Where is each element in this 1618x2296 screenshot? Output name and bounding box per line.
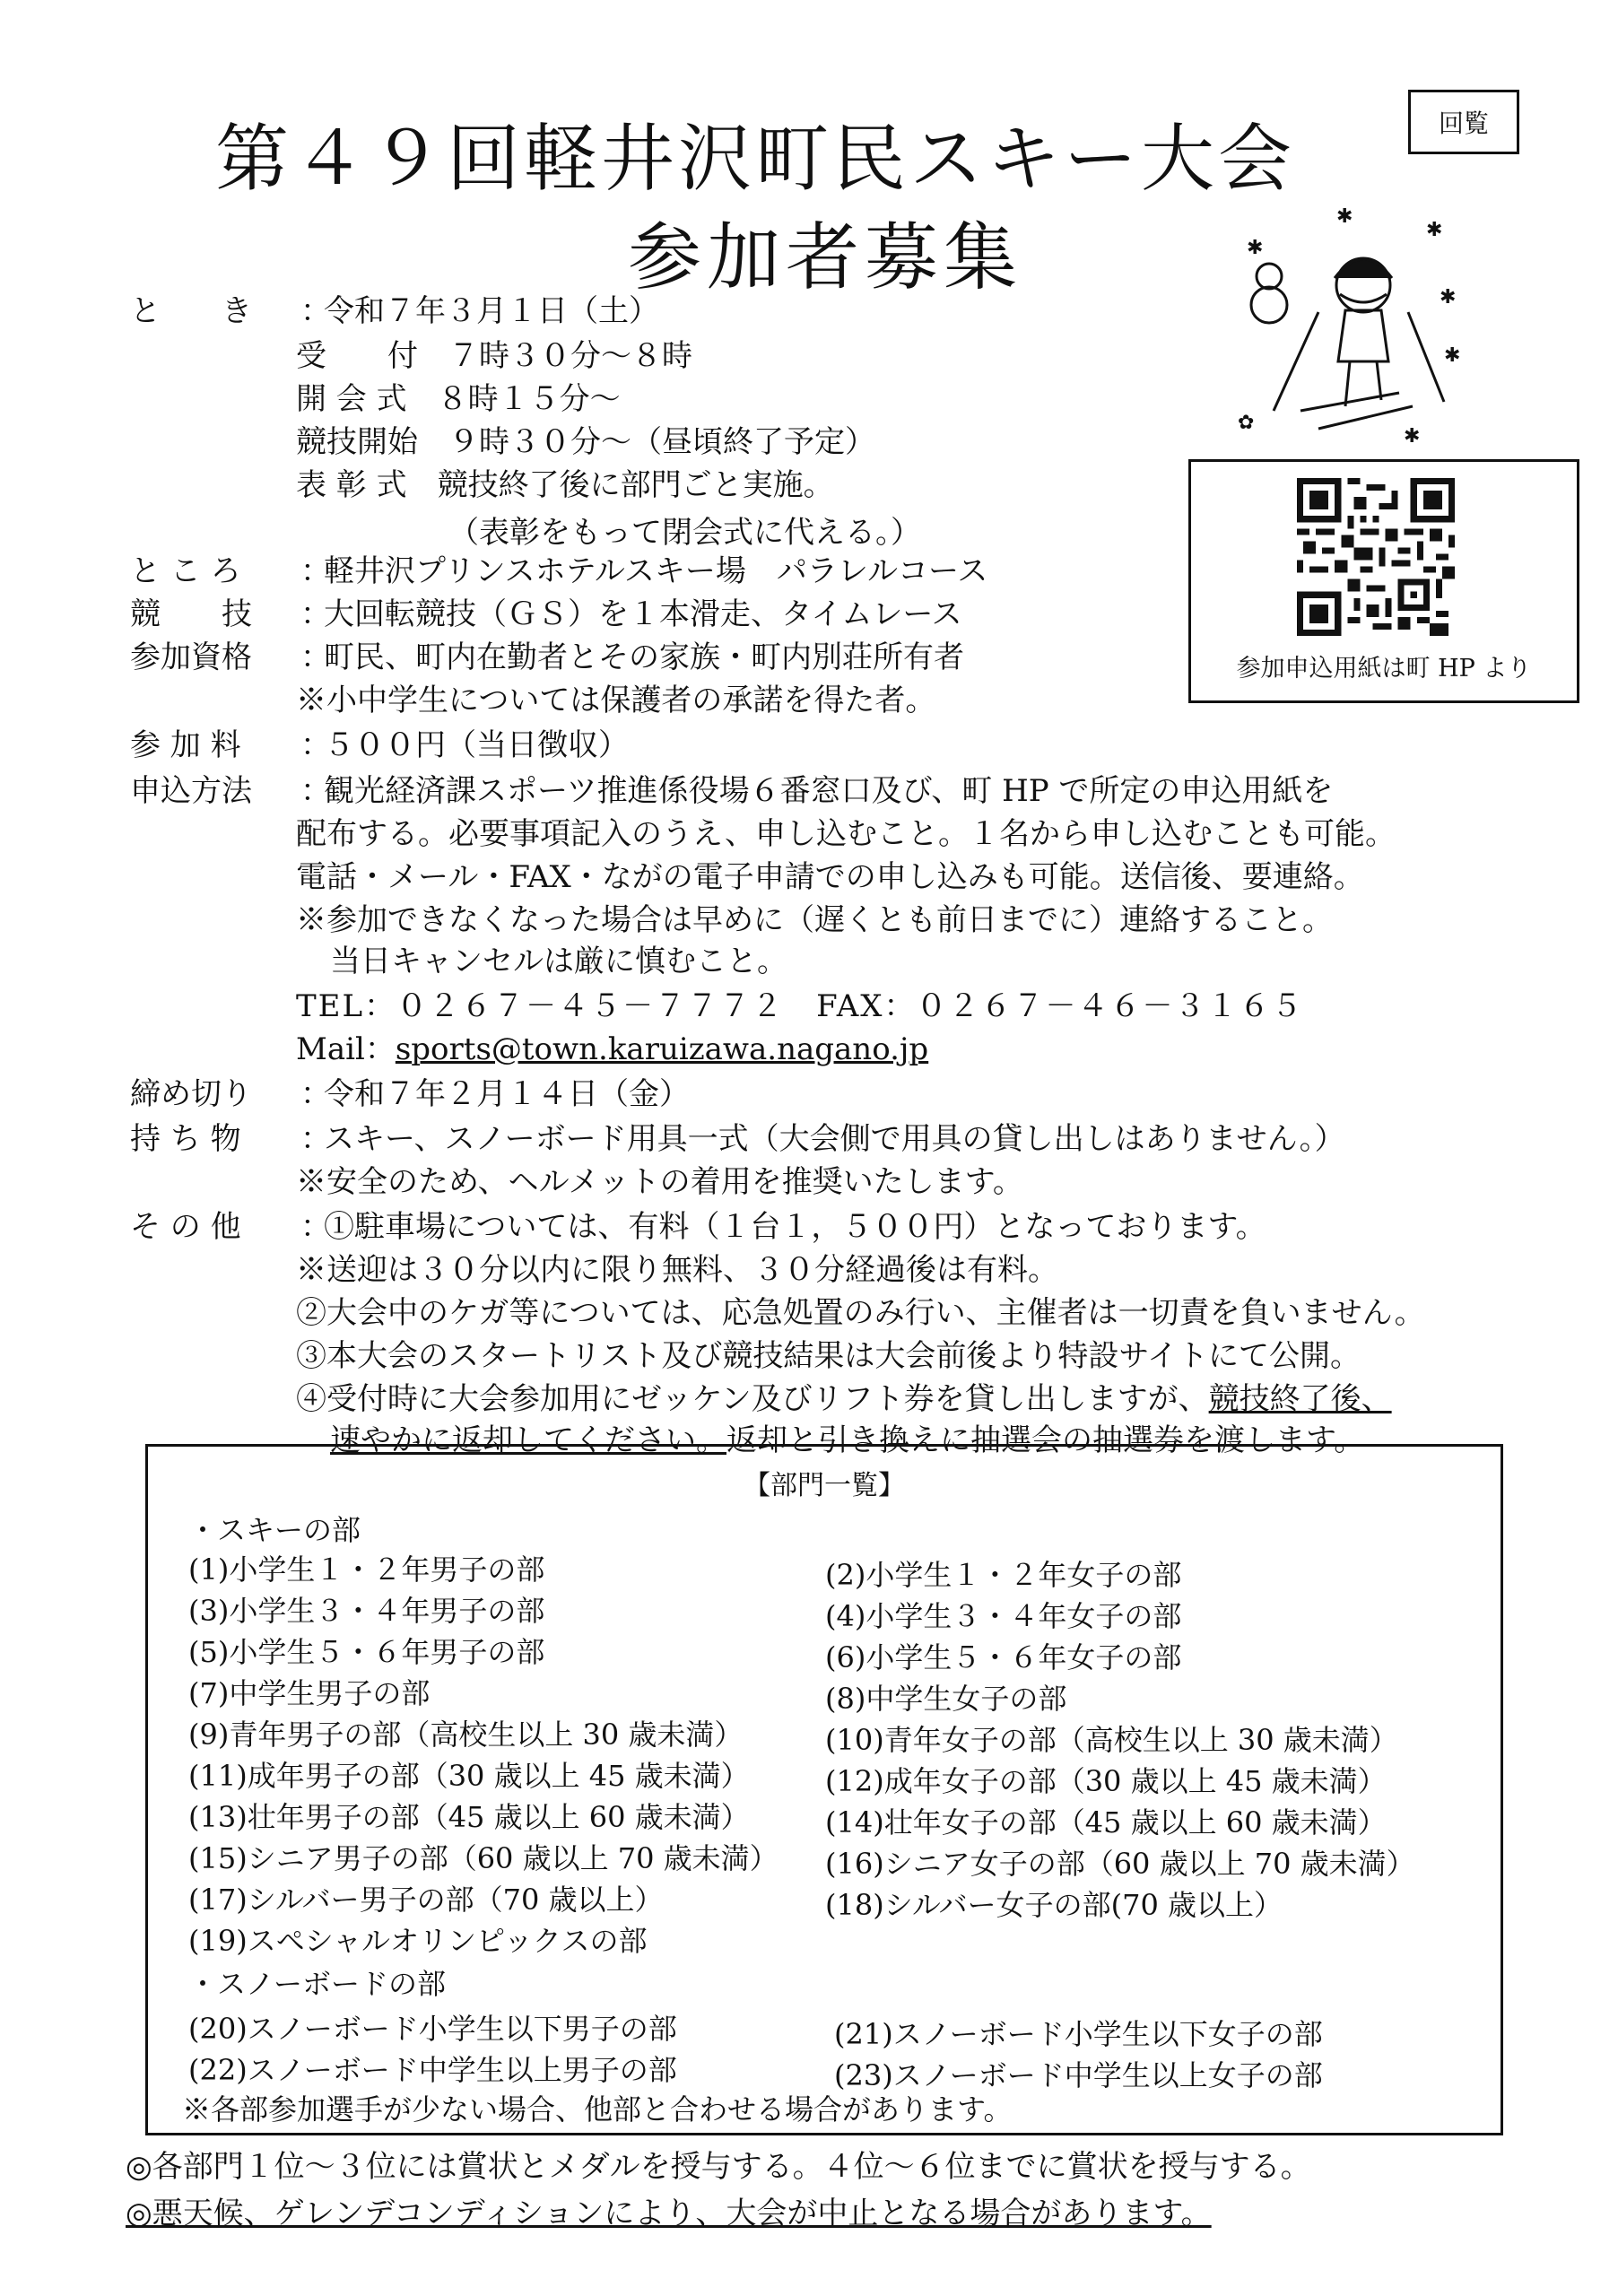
page-subtitle: 参加者募集 (628, 215, 1023, 300)
division-item: (13)壮年男子の部（45 歳以上 60 歳未満） (188, 1800, 750, 1834)
division-item: (10)青年女子の部（高校生以上 30 歳未満） (825, 1723, 1398, 1757)
label-shikaku: 参加資格 (130, 639, 252, 675)
mochimono-note: ※安全のため、ヘルメットの着用を推奨いたします。 (296, 1164, 1023, 1200)
value-shikaku: 町民、町内在勤者とその家族・町内別荘所有者 (324, 639, 964, 675)
sonota-line-6b: 返却と引き換えに抽選会の抽選券を渡します。 (726, 1422, 1365, 1458)
division-item: (23)スノーボード中学生以上女子の部 (834, 2058, 1323, 2092)
row-tokoro: と こ ろ ：軽井沢プリンスホテルスキー場 パラレルコース (130, 553, 988, 589)
skier-illustration (1220, 204, 1480, 447)
moushikomi-line-1: 観光経済課スポーツ推進係役場６番窓口及び、町 HP で所定の申込用紙を (324, 773, 1334, 809)
page-title: 第４９回軽井沢町民スキー大会 (215, 117, 1296, 202)
label-shimekiri: 締め切り (130, 1076, 252, 1112)
contact-tel-fax: TEL：０２６７－４５－７７７２ FAX：０２６７－４６－３１６５ (296, 988, 1304, 1024)
division-item: (5)小学生５・６年男子の部 (188, 1635, 545, 1669)
snowboard-section-header: ・スノーボードの部 (188, 1967, 447, 2001)
division-item: (20)スノーボード小学生以下男子の部 (188, 2012, 677, 2046)
division-item: (4)小学生３・４年女子の部 (825, 1599, 1182, 1633)
svg-text:✱: ✱ (1336, 205, 1353, 228)
row-sonota: そ の 他 ：①駐車場については、有料（１台１，５００円）となっております。 (130, 1209, 1266, 1245)
ski-section-header: ・スキーの部 (188, 1513, 361, 1547)
sonota-line-6a: 速やかに返却してください。 (330, 1422, 726, 1458)
label-mochimono: 持 ち 物 (130, 1121, 241, 1157)
row-moushikomi: 申込方法 ：観光経済課スポーツ推進係役場６番窓口及び、町 HP で所定の申込用紙を (130, 773, 1334, 809)
sonota-line-5b: 競技終了後、 (1208, 1381, 1392, 1417)
division-item: (15)シニア男子の部（60 歳以上 70 歳未満） (188, 1841, 779, 1875)
mail-label: Mail： (296, 1031, 396, 1067)
label-toki: と き (130, 293, 252, 329)
sonota-line-5a: ④受付時に大会参加用にゼッケン及びリフト券を貸し出しますが、 (296, 1381, 1209, 1417)
division-item: (19)スペシャルオリンピックスの部 (188, 1924, 648, 1958)
qr-code-icon[interactable] (1297, 478, 1455, 636)
svg-text:✱: ✱ (1444, 344, 1461, 367)
schedule-kaikaishiki: 開 会 式 ８時１５分～ (296, 381, 621, 417)
value-toki: 令和７年３月１日（土） (324, 293, 659, 329)
sonota-line-4: ③本大会のスタートリスト及び競技結果は大会前後より特設サイトにて公開。 (296, 1338, 1361, 1374)
toki-note: （表彰をもって閉会式に代える。） (448, 515, 921, 551)
division-item: (21)スノーボード小学生以下女子の部 (834, 2017, 1323, 2051)
label-tokoro: と こ ろ (130, 553, 241, 589)
value-shimekiri: 令和７年２月１４日（金） (324, 1076, 690, 1112)
division-list-box (145, 1444, 1503, 2135)
row-shimekiri: 締め切り ：令和７年２月１４日（金） (130, 1076, 690, 1112)
division-item: (3)小学生３・４年男子の部 (188, 1594, 545, 1628)
division-list-title: 【部門一覧】 (744, 1470, 905, 1501)
division-item: (7)中学生男子の部 (188, 1676, 431, 1710)
sonota-line-2: ※送迎は３０分以内に限り無料、３０分経過後は有料。 (296, 1252, 1058, 1288)
value-tokoro: 軽井沢プリンスホテルスキー場 パラレルコース (324, 553, 988, 589)
value-kyogi: 大回転競技（ＧＳ）を１本滑走、タイムレース (324, 596, 962, 632)
label-sankaryo: 参 加 料 (130, 727, 241, 763)
row-sankaryo: 参 加 料 ：５００円（当日徴収） (130, 727, 629, 763)
sonota-line-5 (296, 1379, 1392, 1419)
row-toki: と き ：令和７年３月１日（土） (130, 293, 659, 329)
label-moushikomi: 申込方法 (130, 773, 252, 809)
qr-code-box (1188, 459, 1579, 703)
schedule-kyogi-kaishi: 競技開始 ９時３０分～（昼頃終了予定） (296, 424, 875, 460)
shikaku-note: ※小中学生については保護者の承諾を得た者。 (296, 683, 936, 718)
division-note: ※各部参加選手が少ない場合、他部と合わせる場合があります。 (182, 2092, 1013, 2126)
svg-text:✱: ✱ (1404, 425, 1421, 447)
division-item: (16)シニア女子の部（60 歳以上 70 歳未満） (825, 1847, 1415, 1881)
schedule-hyoshoshiki: 表 彰 式 競技終了後に部門ごと実施。 (296, 467, 834, 503)
mail-link[interactable]: sports@town.karuizawa.nagano.jp (395, 1031, 929, 1067)
division-item: (11)成年男子の部（30 歳以上 45 歳未満） (188, 1759, 750, 1793)
division-item: (18)シルバー女子の部(70 歳以上） (825, 1888, 1283, 1922)
division-item: (22)スノーボード中学生以上男子の部 (188, 2053, 677, 2087)
footer-award-note: ◎各部門１位～３位には賞状とメダルを授与する。４位～６位までに賞状を授与する。 (126, 2149, 1311, 2185)
value-mochimono: スキー、スノーボード用具一式（大会側で用具の貸し出しはありません。） (324, 1121, 1345, 1157)
division-item: (9)青年男子の部（高校生以上 30 歳未満） (188, 1718, 744, 1752)
moushikomi-line-4: ※参加できなくなった場合は早めに（遅くとも前日までに）連絡すること。 (296, 902, 1333, 938)
schedule-uketsuke: 受 付 ７時３０分～８時 (296, 338, 692, 374)
svg-text:✱: ✱ (1426, 219, 1443, 241)
footer-cancel-note: ◎悪天候、ゲレンデコンディションにより、大会が中止となる場合があります。 (126, 2196, 1212, 2231)
label-kyogi: 競 技 (130, 596, 252, 632)
sonota-line-3: ②大会中のケガ等については、応急処置のみ行い、主催者は一切責を負いません。 (296, 1295, 1425, 1331)
division-item: (17)シルバー男子の部（70 歳以上） (188, 1883, 664, 1917)
svg-text:✱: ✱ (1440, 286, 1457, 309)
sonota-line-1: ①駐車場については、有料（１台１，５００円）となっております。 (324, 1209, 1266, 1245)
svg-text:✿: ✿ (1238, 412, 1255, 434)
moushikomi-line-2: 配布する。必要事項記入のうえ、申し込むこと。１名から申し込むことも可能。 (296, 816, 1396, 852)
division-item: (1)小学生１・２年男子の部 (188, 1552, 545, 1587)
division-item: (6)小学生５・６年女子の部 (825, 1640, 1182, 1674)
svg-text:✱: ✱ (1247, 237, 1264, 259)
value-sankaryo: ５００円（当日徴収） (324, 727, 629, 763)
row-mochimono: 持 ち 物 ：スキー、スノーボード用具一式（大会側で用具の貸し出しはありません。） (130, 1121, 1345, 1157)
contact-mail-row (296, 1030, 928, 1069)
qr-caption: 参加申込用紙は町 HP より (1236, 655, 1532, 683)
moushikomi-line-3: 電話・メール・FAX・ながの電子申請での申し込みも可能。送信後、要連絡。 (296, 859, 1364, 895)
row-shikaku: 参加資格 ：町民、町内在勤者とその家族・町内別荘所有者 (130, 639, 964, 675)
division-item: (8)中学生女子の部 (825, 1682, 1067, 1716)
moushikomi-line-5: 当日キャンセルは厳に慎むこと。 (330, 944, 787, 979)
division-item: (12)成年女子の部（30 歳以上 45 歳未満） (825, 1764, 1387, 1798)
circulation-stamp: 回覧 (1408, 90, 1519, 154)
row-kyogi: 競 技 ：大回転競技（ＧＳ）を１本滑走、タイムレース (130, 596, 962, 632)
division-item: (14)壮年女子の部（45 歳以上 60 歳未満） (825, 1805, 1387, 1839)
label-sonota: そ の 他 (130, 1209, 241, 1245)
division-item: (2)小学生１・２年女子の部 (825, 1558, 1182, 1592)
